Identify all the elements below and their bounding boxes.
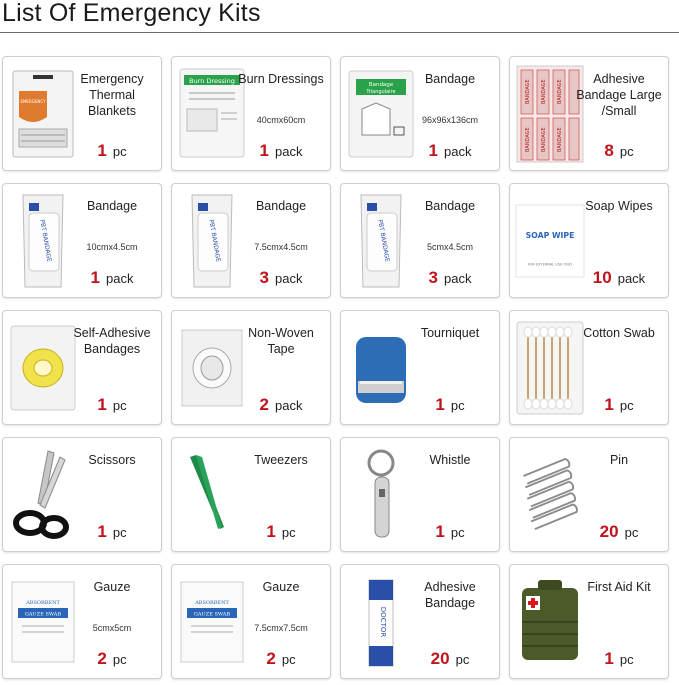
item-name: First Aid Kit: [587, 580, 651, 594]
quantity-unit: pc: [450, 525, 465, 540]
svg-text:DOCTOR: DOCTOR: [379, 606, 387, 637]
kit-item-card: [171, 564, 331, 679]
item-quantity: [238, 649, 324, 669]
kit-item-card: [340, 564, 500, 679]
kit-item-card: [2, 310, 162, 425]
item-quantity: [238, 395, 324, 415]
quantity-number: 1: [604, 395, 614, 414]
quantity-number: 1: [435, 522, 445, 541]
quantity-number: 20: [599, 522, 619, 541]
title-divider: [0, 32, 679, 33]
quantity-number: 1: [435, 395, 445, 414]
svg-text:ABSORBENT: ABSORBENT: [26, 599, 60, 606]
quantity-number: 8: [604, 141, 614, 160]
item-quantity: [407, 141, 493, 161]
svg-text:FOR EXTERNAL USE ONLY: FOR EXTERNAL USE ONLY: [527, 261, 573, 266]
svg-text:BANDAGE: BANDAGE: [525, 126, 531, 152]
svg-text:BANDAGE: BANDAGE: [541, 126, 547, 152]
item-name: Pin: [609, 453, 629, 467]
item-name: Cotton Swab: [583, 326, 655, 340]
item-size: 10cmx4.5cm: [86, 242, 138, 252]
item-name: Bandage: [255, 199, 307, 213]
quantity-number: 3: [259, 268, 269, 287]
svg-text:SOAP WIPE: SOAP WIPE: [525, 230, 575, 240]
item-size: 40cmx60cm: [256, 115, 306, 125]
quantity-number: 1: [97, 141, 107, 160]
kit-item-card: [509, 183, 669, 298]
item-quantity: [407, 649, 493, 669]
item-name: Bandage: [86, 199, 138, 213]
item-quantity: [576, 395, 662, 415]
item-name: Non-Woven Tape: [248, 326, 314, 356]
kit-item-card: [340, 56, 500, 171]
kit-item-card: [340, 437, 500, 552]
item-quantity: [407, 395, 493, 415]
kit-item-card: [171, 56, 331, 171]
item-name: Emergency Thermal Blankets: [80, 72, 144, 118]
quantity-unit: pc: [619, 398, 634, 413]
quantity-unit: pc: [281, 652, 296, 667]
quantity-unit: pack: [275, 271, 303, 286]
quantity-unit: pc: [624, 525, 639, 540]
quantity-number: 10: [592, 268, 612, 287]
quantity-unit: pack: [275, 144, 303, 159]
item-name: Soap Wipes: [585, 199, 653, 213]
kit-item-card: [171, 310, 331, 425]
item-name: Adhesive Bandage Large /Small: [576, 72, 662, 118]
svg-text:PBT BANDAGE: PBT BANDAGE: [207, 218, 222, 263]
item-quantity: [238, 268, 324, 288]
svg-text:Burn Dressing: Burn Dressing: [189, 76, 235, 85]
item-quantity: [69, 141, 155, 161]
svg-text:GAUZE SWAB: GAUZE SWAB: [193, 611, 231, 617]
quantity-unit: pc: [619, 652, 634, 667]
item-quantity: [69, 649, 155, 669]
quantity-unit: pack: [444, 144, 472, 159]
kit-item-card: [509, 564, 669, 679]
svg-text:BANDAGE: BANDAGE: [525, 78, 531, 104]
quantity-unit: pc: [112, 144, 127, 159]
item-name: Gauze: [93, 580, 131, 594]
quantity-unit: pack: [617, 271, 646, 286]
svg-text:ABSORBENT: ABSORBENT: [195, 599, 229, 606]
item-quantity: [238, 522, 324, 542]
item-name: Bandage: [424, 199, 476, 213]
quantity-unit: pc: [112, 525, 127, 540]
quantity-number: 1: [604, 649, 614, 668]
svg-text:EMERGENCY: EMERGENCY: [20, 98, 46, 104]
svg-text:BANDAGE: BANDAGE: [557, 78, 563, 104]
item-name: Self-Adhesive Bandages: [73, 326, 151, 356]
kit-item-card: [171, 183, 331, 298]
item-name: Scissors: [88, 453, 136, 467]
quantity-number: 1: [266, 522, 276, 541]
quantity-number: 2: [259, 395, 269, 414]
quantity-unit: pack: [444, 271, 472, 286]
quantity-number: 2: [266, 649, 276, 668]
kit-item-card: [2, 564, 162, 679]
kit-item-card: [340, 310, 500, 425]
kit-item-card: [171, 437, 331, 552]
item-size: 5cmx4.5cm: [426, 242, 473, 252]
svg-text:PBT BANDAGE: PBT BANDAGE: [376, 218, 391, 263]
item-size: 5cmx5cm: [92, 623, 132, 633]
kit-item-card: [509, 310, 669, 425]
svg-text:Triangulaire: Triangulaire: [366, 88, 396, 95]
kit-item-card: [509, 437, 669, 552]
svg-text:BANDAGE: BANDAGE: [557, 126, 563, 152]
item-quantity: [407, 522, 493, 542]
svg-text:PBT BANDAGE: PBT BANDAGE: [38, 218, 53, 263]
kit-item-card: [509, 56, 669, 171]
svg-text:GAUZE SWAB: GAUZE SWAB: [24, 611, 62, 617]
item-quantity: [69, 268, 155, 288]
item-size: 7.5cmx4.5cm: [254, 242, 308, 252]
kit-item-card: [2, 437, 162, 552]
quantity-number: 1: [428, 141, 438, 160]
quantity-number: 3: [428, 268, 438, 287]
item-name: Tweezers: [254, 453, 308, 467]
page-title: List Of Emergency Kits: [2, 0, 261, 27]
item-name: Burn Dressings: [238, 72, 324, 86]
kit-items-grid: [2, 56, 671, 679]
item-name: Whistle: [429, 453, 471, 467]
item-quantity: [576, 141, 662, 161]
quantity-unit: pc: [281, 525, 296, 540]
kit-item-card: [340, 183, 500, 298]
quantity-number: 20: [430, 649, 450, 668]
item-quantity: [69, 395, 155, 415]
quantity-unit: pc: [112, 398, 127, 413]
kit-item-card: [2, 56, 162, 171]
svg-text:Bandage: Bandage: [368, 81, 394, 88]
item-name: Bandage: [424, 72, 476, 86]
quantity-unit: pc: [619, 144, 634, 159]
quantity-number: 1: [259, 141, 269, 160]
quantity-number: 1: [97, 522, 107, 541]
item-quantity: [576, 522, 662, 542]
item-quantity: [407, 268, 493, 288]
quantity-unit: pack: [275, 398, 303, 413]
quantity-unit: pack: [106, 271, 134, 286]
item-quantity: [238, 141, 324, 161]
item-quantity: [576, 268, 662, 288]
quantity-number: 2: [97, 649, 107, 668]
item-quantity: [69, 522, 155, 542]
svg-text:BANDAGE: BANDAGE: [541, 78, 547, 104]
quantity-unit: pc: [112, 652, 127, 667]
quantity-unit: pc: [450, 398, 465, 413]
item-name: Gauze: [262, 580, 300, 594]
quantity-number: 1: [97, 395, 107, 414]
quantity-unit: pc: [455, 652, 470, 667]
item-name: Tourniquet: [420, 326, 480, 340]
item-name: Adhesive Bandage: [424, 580, 476, 610]
kit-item-card: [2, 183, 162, 298]
item-size: 7.5cmx7.5cm: [254, 623, 308, 633]
item-size: 96x96x136cm: [421, 115, 479, 125]
item-quantity: [576, 649, 662, 669]
quantity-number: 1: [90, 268, 100, 287]
